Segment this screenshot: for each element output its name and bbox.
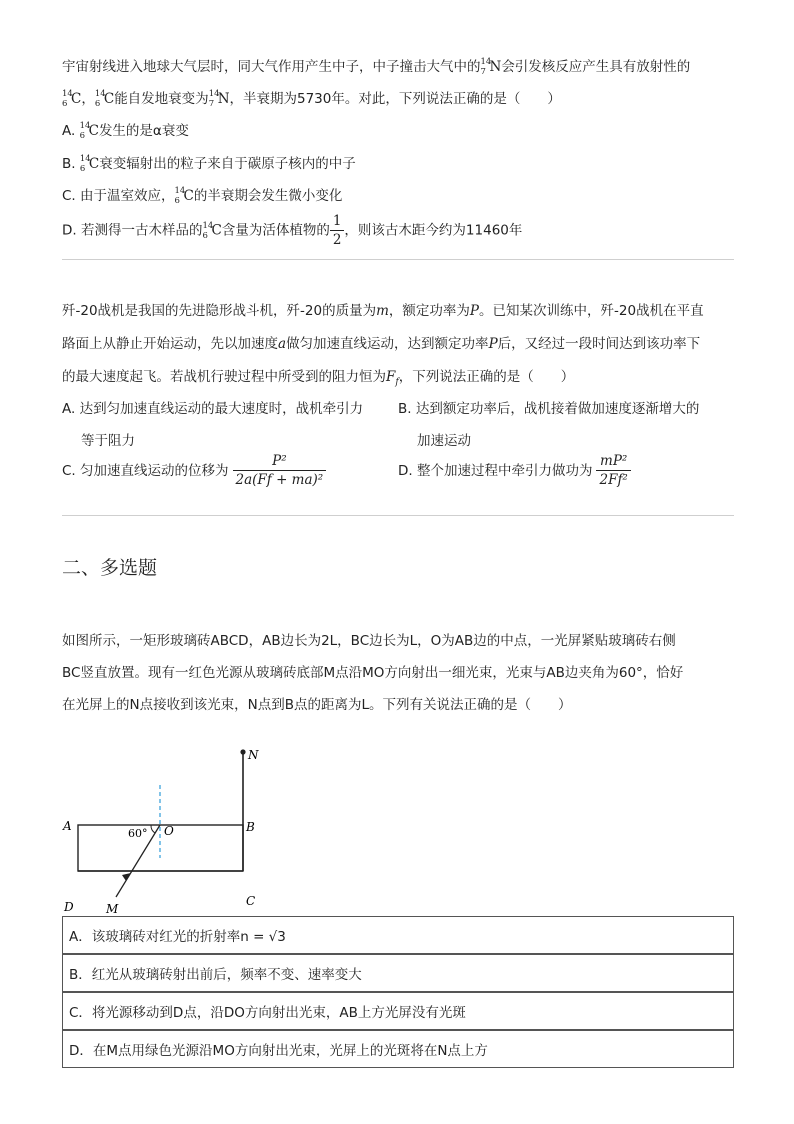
option-text: 等于阻力 [81, 433, 135, 449]
var-f: F [386, 369, 396, 385]
option-text: B．红光从玻璃砖射出前后，频率不变、速率变大 [69, 967, 362, 983]
option-text: 的半衰期会发生微小变化 [193, 188, 343, 204]
label-a: A [63, 819, 72, 833]
element-c: C [103, 91, 115, 107]
q1-option-c[interactable] [62, 187, 342, 205]
q2-text: 。已知某次训练中，歼-20战机在平直 [479, 303, 704, 319]
element-c: C [88, 123, 99, 139]
q2-text: 做匀加速直线运动，达到额定功率 [286, 336, 489, 352]
isotope-c14: 14 6 [202, 220, 214, 241]
option-text: B. 达到额定功率后，战机接着做加速度逐渐增大的 [398, 401, 700, 417]
option-text: C. 匀加速直线运动的位移为 [62, 462, 229, 479]
isotope-n14: 14 7 [480, 57, 492, 77]
ray-arrow [122, 873, 131, 881]
q2-option-c[interactable] [62, 452, 326, 489]
element-c: C [183, 188, 194, 204]
label-o: O [164, 824, 174, 838]
label-n: N [248, 748, 259, 762]
q2-text: ，额定功率为 [388, 303, 470, 319]
element-c: C [71, 91, 82, 107]
element-c: C [88, 156, 100, 172]
q2-text: 歼-20战机是我国的先进隐形战斗机，歼-20的质量为 [62, 303, 377, 319]
q1-stem-line-1 [62, 58, 690, 76]
option-text: 含量为活体植物的 [221, 222, 330, 239]
option-text: A. 达到匀加速直线运动的最大速度时，战机牵引力 [62, 401, 364, 417]
option-text: D．在M点用绿色光源沿MO方向射出光束，光屏上的光斑将在N点上方 [69, 1043, 488, 1059]
fraction-c: $\frac{\text{P²}}{\text{2a(Ff + ma)²}}$ [233, 452, 327, 489]
option-text: ，则该古木距今约为11460年 [344, 222, 523, 239]
q3-stem-line-1: 如图所示，一矩形玻璃砖ABCD，AB边长为2L，BC边长为L，O为AB边的中点，一光屏紧贴玻璃砖右侧 [62, 633, 676, 649]
q1-option-d[interactable] [62, 212, 522, 249]
fraction-one-half: $\frac{1}{2}$ [330, 212, 345, 249]
element-n: N [489, 59, 502, 75]
q3-option-c[interactable] [62, 992, 734, 1030]
option-text: C. 由于温室效应， [62, 188, 175, 204]
q1-stem-line-2 [62, 90, 561, 108]
q1-option-b[interactable] [62, 155, 356, 173]
option-text: 发生的是α衰变 [98, 123, 189, 139]
q2-stem-line-2 [62, 335, 700, 353]
q2-text: 路面上从静止开始运动，先以加速度 [62, 336, 278, 352]
option-letter: A. [62, 123, 76, 139]
var-f-sub: f [395, 377, 399, 388]
angle-arc [151, 825, 155, 833]
label-angle: 60° [128, 827, 148, 840]
var-m: m [376, 303, 389, 319]
q3-option-b[interactable] [62, 954, 734, 992]
isotope-c14: 14 6 [79, 154, 91, 174]
option-text: 加速运动 [417, 433, 471, 449]
isotope-c14: 14 6 [79, 121, 91, 141]
glass-brick-diagram [58, 730, 278, 920]
isotope-c14: 14 6 [62, 89, 73, 109]
isotope-c14: 14 6 [94, 89, 106, 109]
q3-option-d[interactable] [62, 1030, 734, 1068]
q2-option-a[interactable] [62, 400, 363, 450]
fraction-d: $\frac{\text{mP²}}{\text{2Ff²}}$ [596, 452, 630, 489]
q2-text: 后，又经过一段时间达到该功率下 [497, 336, 701, 352]
option-text: D. 若测得一古木样品的 [62, 222, 203, 239]
element-n: N [217, 91, 230, 107]
element-c: C [211, 222, 222, 239]
q1-text: 会引发核反应产生具有放射性的 [501, 59, 691, 75]
option-letter: B. [62, 156, 76, 172]
q2-stem-line-1 [62, 302, 704, 320]
point-n-dot [240, 749, 245, 754]
q3-option-a[interactable] [62, 916, 734, 954]
q2-option-b[interactable] [398, 400, 699, 450]
option-text: C．将光源移动到D点，沿DO方向射出光束，AB上方光屏没有光斑 [69, 1005, 466, 1021]
label-c: C [246, 894, 256, 908]
q1-text: ， [81, 91, 95, 107]
option-text: A．该玻璃砖对红光的折射率n = √3 [69, 929, 286, 945]
q2-stem-line-3 [62, 368, 574, 392]
var-a: a [278, 336, 287, 352]
option-text: D. 整个加速过程中牵引力做功为 [398, 462, 593, 479]
q1-text: 宇宙射线进入地球大气层时，同大气作用产生中子，中子撞击大气中的 [62, 59, 481, 75]
q2-text: ，下列说法正确的是（ ） [398, 369, 575, 385]
var-p: P [469, 303, 480, 319]
label-b: B [246, 820, 255, 834]
q1-option-a[interactable] [62, 122, 189, 140]
q2-option-d[interactable] [398, 452, 631, 489]
var-p: P [488, 336, 498, 352]
isotope-n14: 14 7 [208, 89, 220, 109]
q1-text: 能自发地衰变为 [114, 91, 209, 107]
label-d: D [64, 900, 74, 914]
label-m: M [106, 902, 119, 916]
divider [62, 259, 734, 260]
q3-stem-line-3: 在光屏上的N点接收到该光束，N点到B点的距离为L。下列有关说法正确的是（ ） [62, 697, 572, 713]
q1-text: ，半衰期为5730年。对此，下列说法正确的是（ ） [229, 91, 561, 107]
q2-text: 的最大速度起飞。若战机行驶过程中所受到的阻力恒为 [62, 369, 386, 385]
section-title: 二、多选题 [62, 557, 158, 579]
isotope-c14: 14 6 [174, 186, 186, 206]
option-text: 衰变辐射出的粒子来自于碳原子核内的中子 [99, 156, 356, 172]
q3-stem-line-2: BC竖直放置。现有一红色光源从玻璃砖底部M点沿MO方向射出一细光束，光束与AB边夹角为60°，恰好 [62, 665, 684, 681]
divider [62, 515, 734, 516]
